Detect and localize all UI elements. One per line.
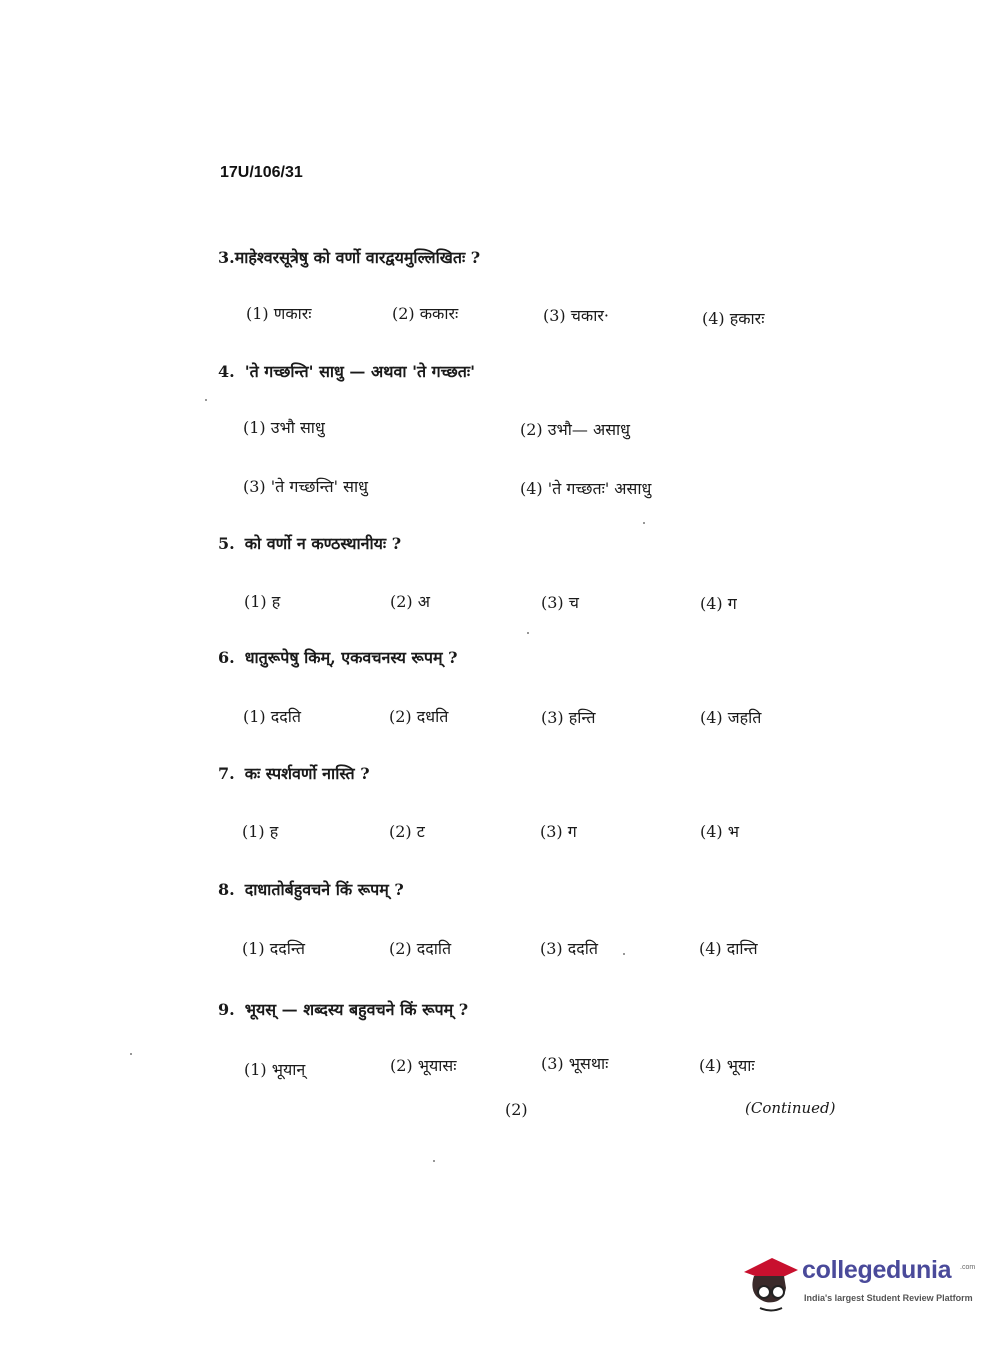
scan-speck (623, 953, 625, 955)
question-6-text: धातुरूपेषु किम्, एकवचनस्य रूपम् ? (244, 648, 458, 667)
collegedunia-logo[interactable] (742, 1250, 982, 1314)
question-8 (218, 878, 404, 900)
q7-option-2: (2) ट (389, 822, 425, 841)
q8-option-1: (1) ददन्ति (242, 939, 305, 958)
question-7 (218, 762, 370, 784)
question-5 (218, 532, 401, 554)
q5-option-3: (3) च (541, 593, 579, 612)
q8-option-2: (2) ददाति (389, 939, 452, 958)
question-5-number: 5. (218, 534, 235, 553)
q4-option-3: (3) 'ते गच्छन्ति' साधु (243, 477, 368, 496)
question-5-text: को वर्णो न कण्ठस्थानीयः ? (244, 534, 402, 553)
question-6 (218, 646, 457, 668)
question-8-number: 8. (218, 880, 235, 899)
q9-option-4: (4) भूयाः (699, 1056, 755, 1075)
scan-speck (130, 1053, 132, 1055)
q7-option-4: (4) भ (700, 822, 739, 841)
question-4 (218, 360, 475, 382)
q3-option-2: (2) ककारः (392, 304, 459, 323)
question-9 (218, 998, 468, 1020)
q4-option-4: (4) 'ते गच्छतः' असाधु (520, 479, 652, 498)
question-8-text: दाधातोर्बहुवचने किं रूपम् ? (244, 880, 404, 899)
logo-name: collegedunia (802, 1256, 952, 1284)
q6-option-4: (4) जहति (700, 708, 762, 727)
q5-option-2: (2) अ (390, 592, 430, 611)
mascot-icon (742, 1250, 800, 1314)
q4-option-2: (2) उभौ— असाधु (520, 420, 631, 439)
scan-speck (433, 1160, 435, 1162)
q5-option-4: (4) ग (700, 594, 737, 613)
q7-option-3: (3) ग (540, 822, 577, 841)
q6-option-3: (3) हन्ति (541, 708, 596, 727)
q7-option-1: (1) ह (242, 822, 279, 841)
q9-option-1: (1) भूयान् (244, 1060, 306, 1079)
question-9-text: भूयस् — शब्दस्य बहुवचने किं रूपम् ? (244, 1000, 469, 1019)
q6-option-2: (2) दधति (389, 707, 449, 726)
q3-option-4: (4) हकारः (702, 309, 765, 328)
q6-option-1: (1) ददति (243, 707, 302, 726)
question-4-text: 'ते गच्छन्ति' साधु — अथवा 'ते गच्छतः' (244, 362, 476, 381)
scan-speck (527, 632, 529, 634)
q3-option-1: (1) णकारः (246, 304, 312, 323)
q9-option-3: (3) भूसथाः (541, 1054, 609, 1073)
q8-option-4: (4) दान्ति (699, 939, 758, 958)
question-3 (218, 246, 480, 268)
page-number: (2) (505, 1100, 528, 1119)
scan-speck (643, 522, 645, 524)
paper-code: 17U/106/31 (220, 164, 303, 181)
question-7-text: कः स्पर्शवर्णो नास्ति ? (244, 764, 370, 783)
continued-label: (Continued) (745, 1099, 836, 1117)
q9-option-2: (2) भूयासः (390, 1056, 457, 1075)
logo-tagline: India's largest Student Review Platform (804, 1293, 973, 1303)
q8-option-3: (3) ददति (540, 939, 599, 958)
question-7-number: 7. (218, 764, 235, 783)
scan-speck (205, 399, 207, 401)
q3-option-3: (3) चकार· (543, 306, 609, 325)
question-6-number: 6. (218, 648, 235, 667)
q4-option-1: (1) उभौ साधु (243, 418, 325, 437)
q5-option-1: (1) ह (244, 592, 281, 611)
logo-domain: .com (960, 1264, 976, 1271)
question-9-number: 9. (218, 1000, 235, 1019)
question-4-number: 4. (218, 362, 235, 381)
question-3-text: 3.माहेश्वरसूत्रेषु को वर्णो वारद्वयमुल्लिखितः ? (218, 248, 481, 267)
